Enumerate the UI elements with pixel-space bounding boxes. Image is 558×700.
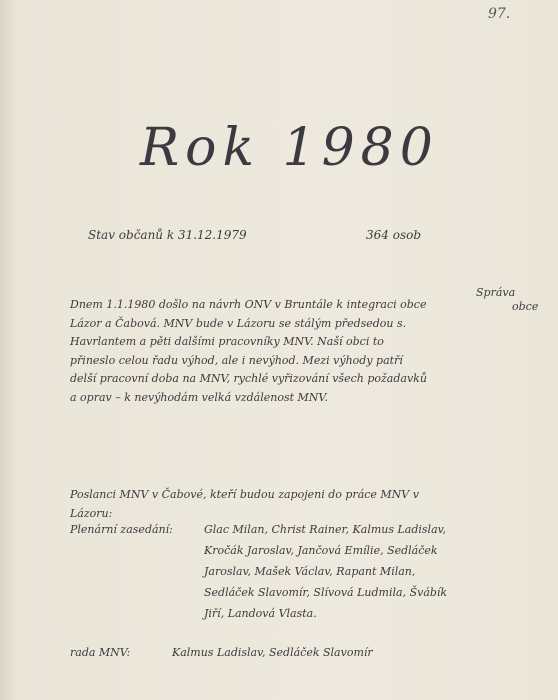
- page-number: 97.: [488, 6, 511, 22]
- page-title: Rok 1980: [140, 118, 439, 178]
- margin-note-line2: obce: [512, 300, 539, 313]
- margin-note-line1: Správa: [476, 286, 516, 299]
- paragraph-deputies: Poslanci MNV v Čabové, kteří budou zapojeni do práce MNV v Lázoru:: [70, 488, 419, 520]
- paragraph-integration: Dnem 1.1.1980 došlo na návrh ONV v Bruntále k integraci obce Lázor a Čabová. MNV bude v Lázoru se stálým předsedou s. Havrlantem a pěti dalšími pracovníky MNV. Naší obci to přineslo celou řadu výhod, ale i nevýhod. Mezi výhody patří delší pracovní doba na MNV, rychlé vyřizování všech požadavků a oprav – k nevýhodám velká vzdálenost MNV.: [70, 298, 427, 404]
- council-names: Kalmus Ladislav, Sedláček Slavomír: [172, 646, 373, 659]
- census-label: Stav občanů k 31.12.1979: [88, 228, 247, 242]
- census-value: 364 osob: [366, 228, 422, 242]
- council-label: rada MNV:: [70, 646, 131, 659]
- margin-note: [476, 286, 546, 314]
- plenary-label: Plenární zasedání:: [70, 523, 173, 536]
- plenary-names: Glac Milan, Christ Rainer, Kalmus Ladislav, Kročák Jaroslav, Jančová Emílie, Sedláček Jaroslav, Mašek Václav, Rapant Milan, Sedláček Slavomír, Slívová Ludmila, Švábík Jiří, Landová Vlasta.: [204, 523, 448, 620]
